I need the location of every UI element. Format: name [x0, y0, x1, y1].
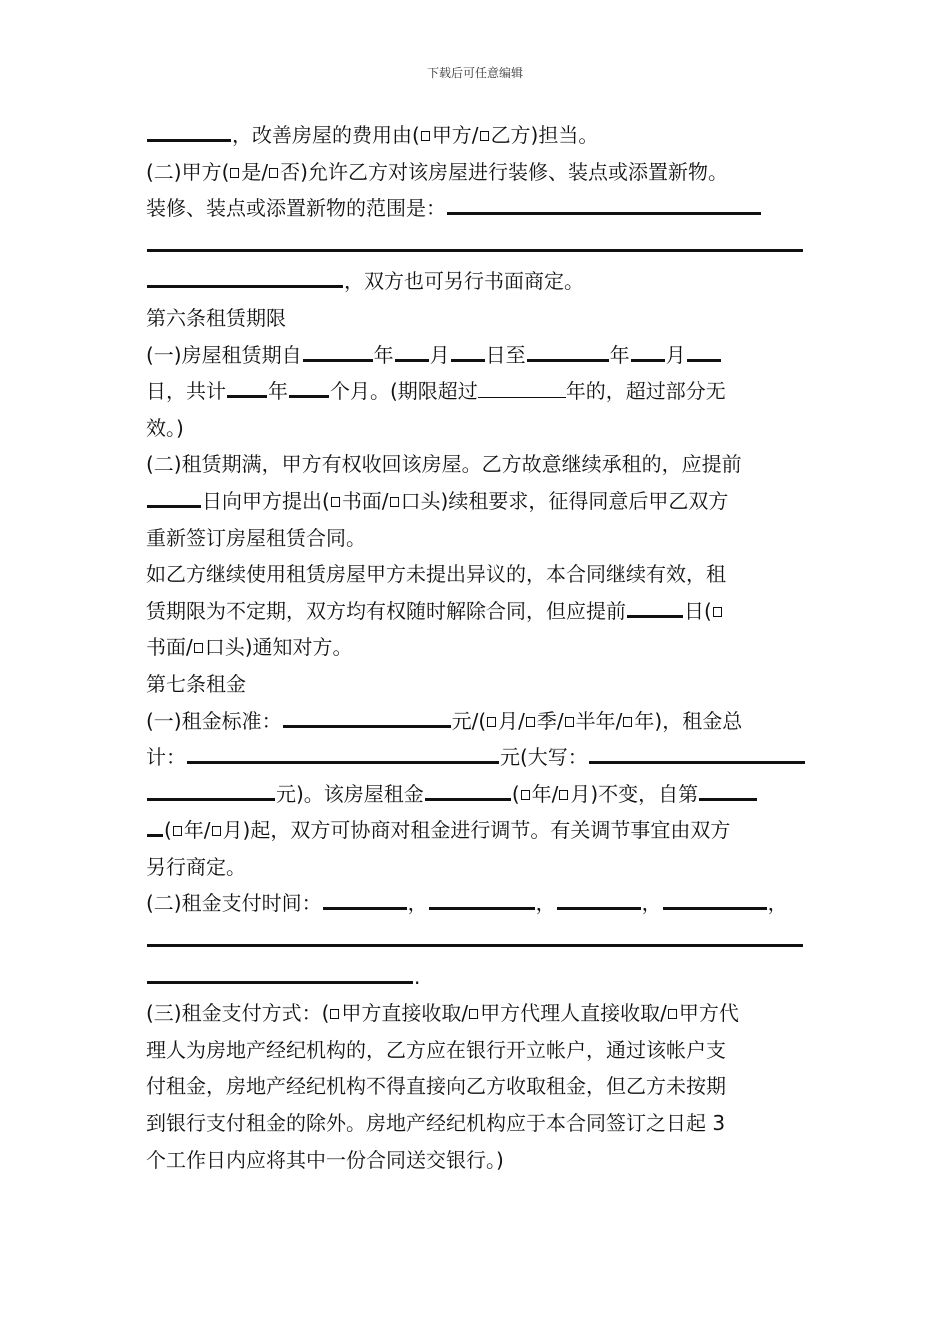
fill-blank[interactable] — [303, 353, 373, 362]
text-line: . — [146, 959, 808, 996]
checkbox[interactable] — [421, 131, 430, 141]
text-line: 书面/ 口头)通知对方。 — [146, 635, 353, 660]
fill-blank[interactable] — [687, 353, 721, 362]
text-line: 个工作日内应将其中一份合同送交银行。) — [146, 1147, 504, 1172]
text-line: 重新签订房屋租赁合同。 — [146, 525, 366, 550]
text-line: 到银行支付租金的除外。房地产经纪机构应于本合同签订之日起 3 — [146, 1111, 726, 1136]
fill-blank[interactable] — [147, 279, 343, 288]
fill-blank[interactable] — [663, 901, 767, 910]
text-line: 理人为房地产经纪机构的，乙方应在银行开立帐户，通过该帐户支 — [146, 1037, 726, 1062]
checkbox[interactable] — [480, 131, 489, 141]
fill-blank[interactable] — [447, 206, 761, 215]
fill-blank[interactable] — [527, 353, 609, 362]
fill-blank[interactable] — [627, 609, 683, 618]
fill-blank[interactable] — [147, 828, 163, 837]
text-line: (一)租金标准： 元/( 月/ 季/ 半年/ 年)，租金总 — [146, 708, 743, 733]
text-line: (二)甲方( 是/ 否)允许乙方对该房屋进行装修、装点或添置新物。 — [146, 159, 728, 184]
text-line: 效。) — [146, 415, 184, 440]
checkbox[interactable] — [269, 168, 278, 178]
text-line: ，改善房屋的费用由( 甲方/ 乙方)担当。 — [146, 117, 808, 154]
fill-blank[interactable] — [323, 901, 407, 910]
checkbox[interactable] — [469, 1009, 478, 1019]
fill-blank[interactable] — [147, 243, 803, 252]
fill-blank[interactable] — [147, 792, 275, 801]
fill-blank[interactable] — [557, 901, 641, 910]
text-line: (二)租赁期满，甲方有权收回该房屋。乙方故意继续承租的，应提前 — [146, 452, 742, 477]
fill-blank[interactable] — [631, 353, 665, 362]
checkbox[interactable] — [173, 826, 182, 836]
checkbox[interactable] — [390, 497, 399, 507]
fill-blank[interactable] — [425, 792, 511, 801]
text-line: 赁期限为不定期，双方均有权随时解除合同，但应提前 日( — [146, 593, 808, 630]
text-line: (一)房屋租赁期自 年 月 日至 年 月 — [146, 337, 808, 374]
text-line: 如乙方继续使用租赁房屋甲方未提出异议的，本合同继续有效，租 — [146, 562, 726, 587]
text-line: ( 年/ 月)起，双方可协商对租金进行调节。有关调节事宜由双方 — [146, 812, 808, 849]
fill-blank[interactable] — [589, 755, 805, 764]
fill-blank[interactable] — [451, 353, 485, 362]
text-line — [146, 922, 808, 959]
text-line: (三)租金支付方式：( 甲方直接收取/ 甲方代理人直接收取/ 甲方代 — [146, 1001, 739, 1026]
fill-blank[interactable] — [283, 719, 451, 728]
fill-blank[interactable] — [699, 792, 757, 801]
text-line: 付租金，房地产经纪机构不得直接向乙方收取租金，但乙方未按期 — [146, 1074, 726, 1099]
text-line: 元)。该房屋租金 ( 年/ 月)不变，自第 — [146, 776, 808, 813]
checkbox[interactable] — [194, 643, 203, 653]
fill-blank[interactable] — [227, 389, 267, 398]
text-line — [146, 227, 808, 264]
page-header: 下载后可任意编辑 — [426, 66, 523, 80]
text-line: (二)租金支付时间： ， ， ， ， — [146, 891, 788, 916]
fill-blank[interactable] — [289, 389, 329, 398]
fill-blank[interactable] — [395, 353, 429, 362]
text-line: 日，共计 年 个月。(期限超过 年的，超过部分无 — [146, 379, 726, 404]
checkbox[interactable] — [487, 717, 496, 727]
text-line: 装修、装点或添置新物的范围是： — [146, 190, 808, 227]
checkbox[interactable] — [331, 497, 340, 507]
text-line: 计： 元(大写： — [146, 739, 808, 776]
fill-blank[interactable] — [147, 938, 803, 947]
checkbox[interactable] — [565, 717, 574, 727]
contract-body — [146, 117, 808, 1178]
checkbox[interactable] — [526, 717, 535, 727]
section-heading: 第六条租赁期限 — [146, 305, 286, 330]
checkbox[interactable] — [713, 607, 722, 617]
fill-blank[interactable] — [147, 133, 231, 142]
fill-blank[interactable] — [187, 755, 499, 764]
checkbox[interactable] — [623, 717, 632, 727]
checkbox[interactable] — [230, 168, 239, 178]
fill-blank[interactable] — [147, 499, 201, 508]
checkbox[interactable] — [521, 790, 530, 800]
text-line: 另行商定。 — [146, 854, 246, 879]
checkbox[interactable] — [559, 790, 568, 800]
fill-blank[interactable] — [147, 975, 413, 984]
checkbox[interactable] — [330, 1009, 339, 1019]
checkbox[interactable] — [212, 826, 221, 836]
checkbox[interactable] — [668, 1009, 677, 1019]
fill-blank[interactable] — [478, 393, 566, 398]
text-line: ，双方也可另行书面商定。 — [146, 263, 808, 300]
fill-blank[interactable] — [429, 901, 535, 910]
section-heading: 第七条租金 — [146, 671, 246, 696]
text-line: 日向甲方提出( 书面/ 口头)续租要求，征得同意后甲乙双方 — [146, 483, 808, 520]
